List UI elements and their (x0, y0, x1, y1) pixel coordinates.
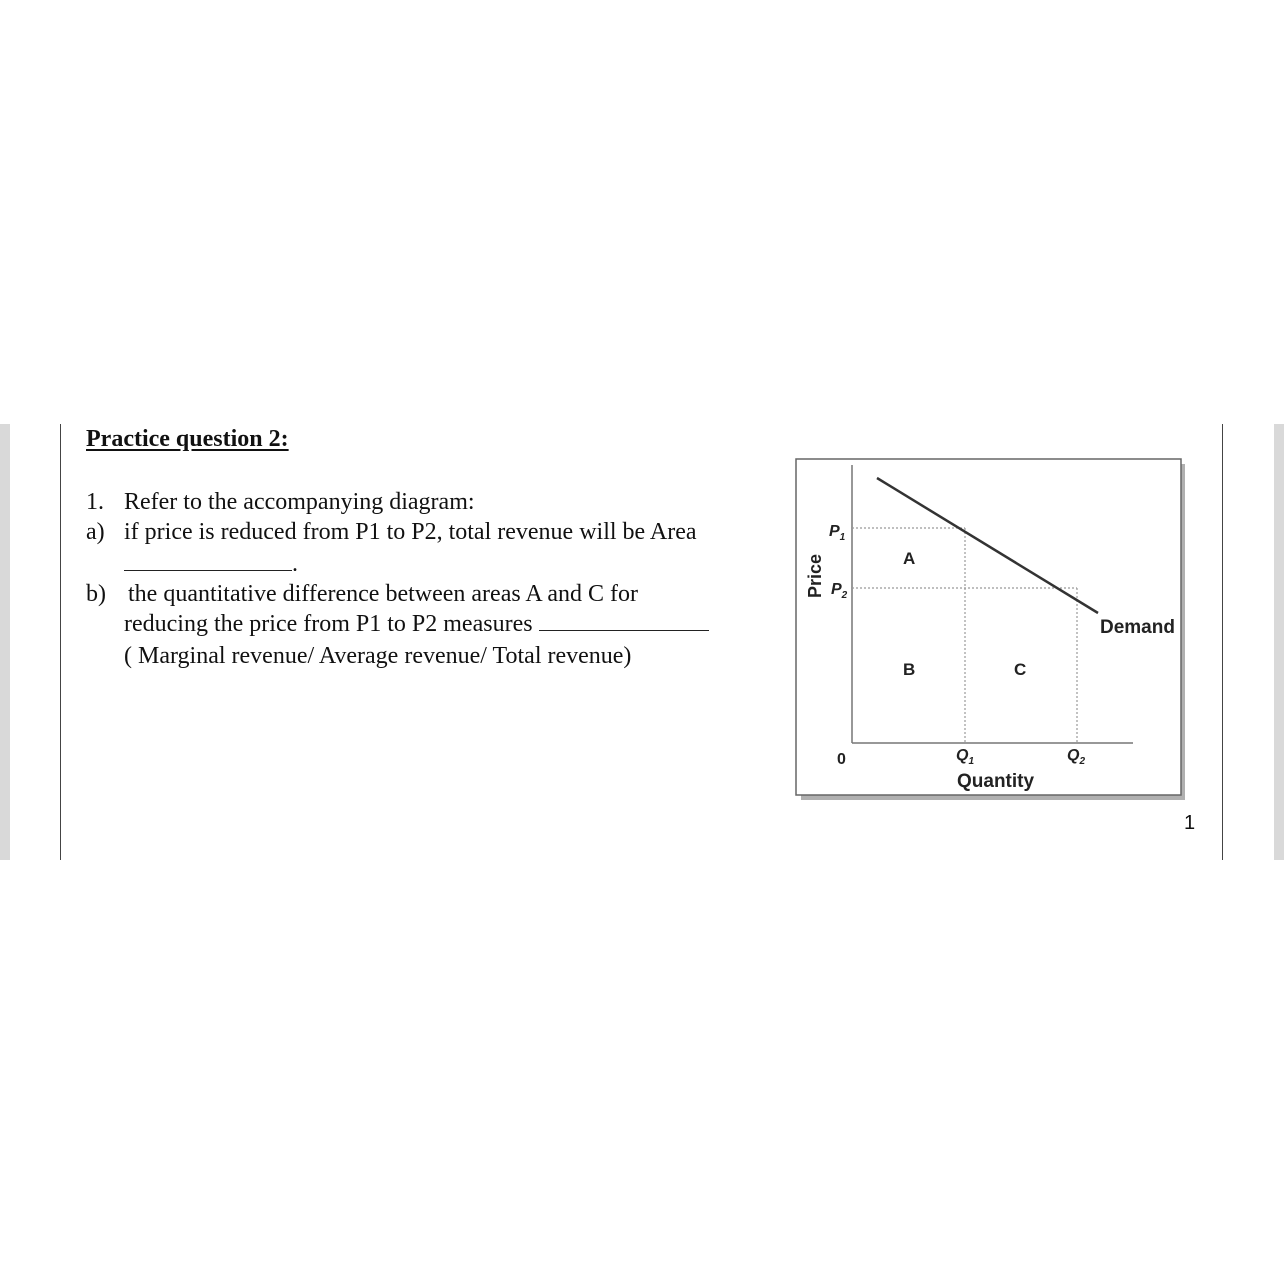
question-title: Practice question 2: (86, 426, 289, 452)
page-number: 1 (1184, 812, 1196, 834)
part-a-blank[interactable] (124, 569, 292, 571)
part-a-text: if price is reduced from P1 to P2, total revenue will be Area (124, 519, 697, 545)
area-a-label: A (903, 549, 916, 568)
part-a-answer-line (124, 550, 298, 578)
demand-diagram (795, 458, 1185, 800)
area-c-label: C (1014, 660, 1027, 679)
area-b-label: B (903, 660, 916, 679)
part-b-line-2-wrap (124, 610, 709, 638)
part-a-label: a) (86, 519, 105, 545)
item-1-text: Refer to the accompanying diagram: (124, 489, 475, 515)
part-b-options: ( Marginal revenue/ Average revenue/ Total revenue) (124, 643, 632, 669)
part-a-period: . (292, 551, 298, 577)
q2-label: $Q_2$ (1067, 747, 1086, 767)
part-b-line-2: reducing the price from P1 to P2 measures (124, 611, 533, 637)
part-b-blank[interactable] (539, 629, 709, 631)
right-edge-bar (1274, 424, 1284, 860)
left-edge-bar (0, 424, 10, 860)
part-b-label: b) (86, 581, 106, 607)
demand-label: Demand (1100, 617, 1175, 638)
price-axis-label: Price (805, 553, 825, 598)
q1-label: $Q_1$ (956, 747, 975, 767)
part-b-line-1: the quantitative difference between areas A and C for (128, 581, 639, 607)
quantity-axis-label: Quantity (957, 771, 1035, 792)
item-1-number: 1. (86, 489, 104, 515)
page-right-border (1222, 424, 1223, 860)
origin-label: 0 (837, 751, 846, 768)
p2-label: $P_2$ (831, 581, 848, 601)
p1-label: $P_1$ (829, 523, 846, 543)
page-left-border (60, 424, 61, 860)
